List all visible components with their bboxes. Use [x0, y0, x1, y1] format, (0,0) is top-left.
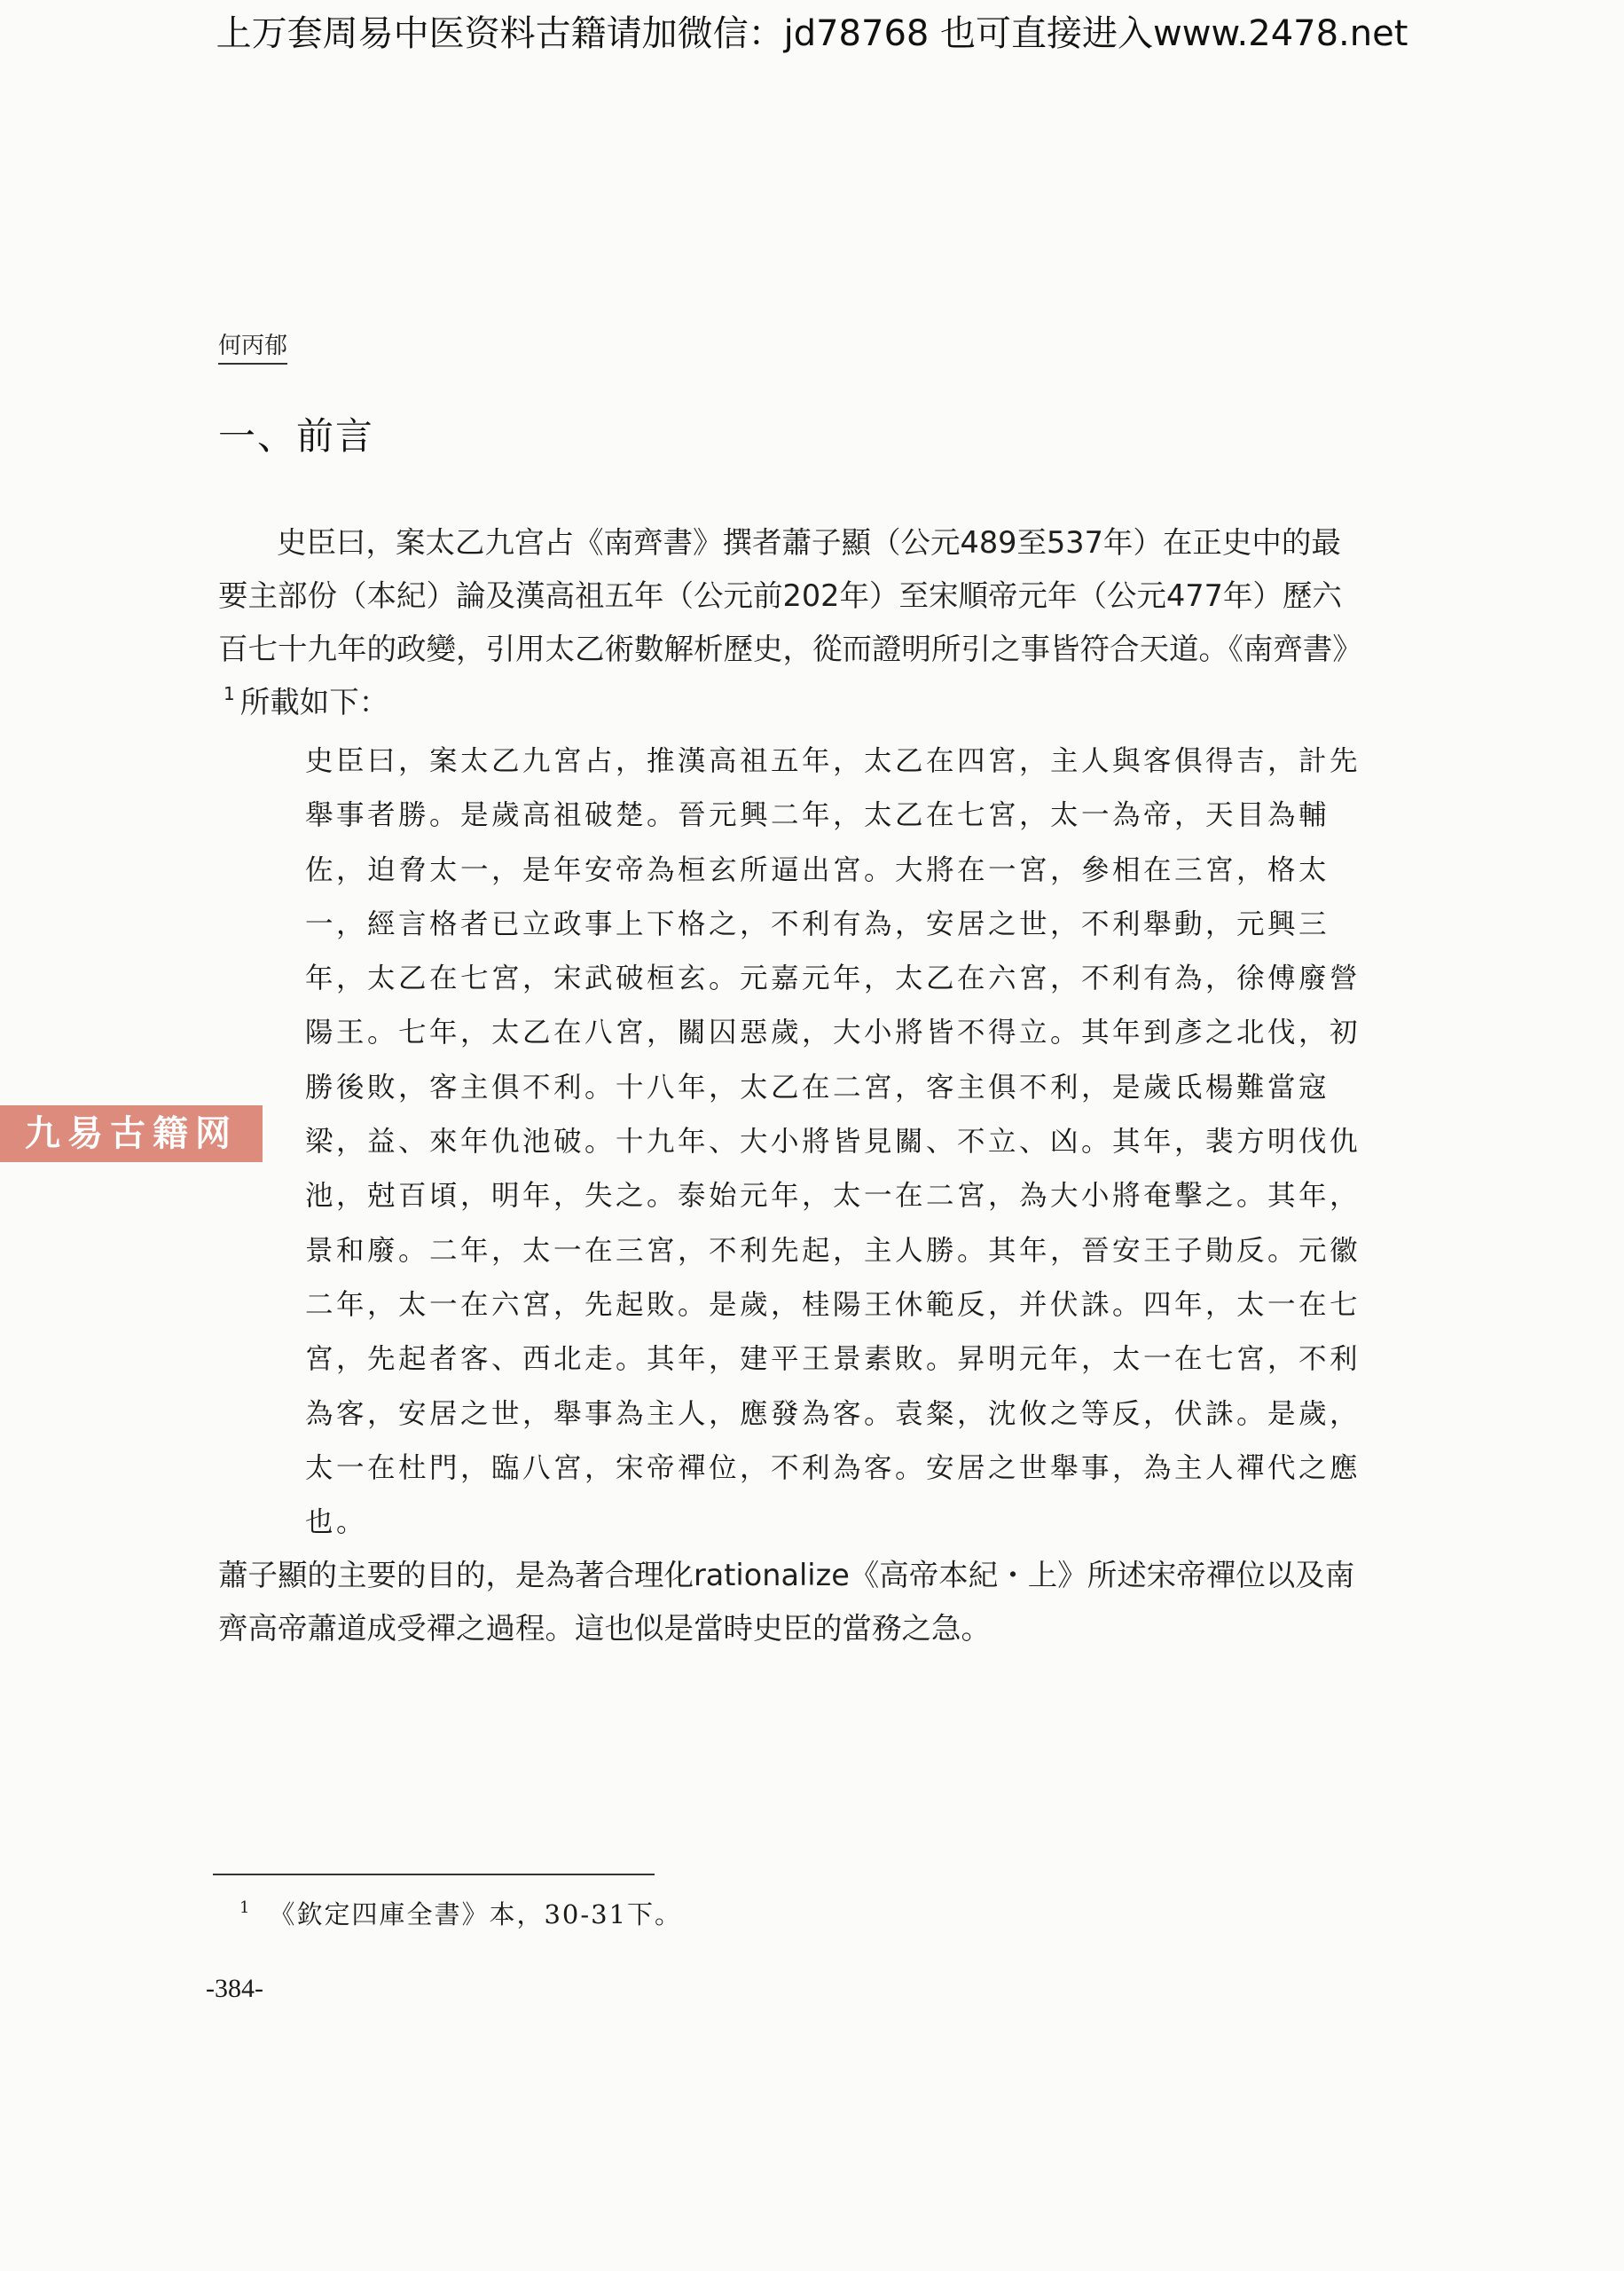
author-name: 何丙郁: [218, 330, 287, 365]
top-banner: 上万套周易中医资料古籍请加微信：jd78768 也可直接进入www.2478.net: [216, 13, 1408, 54]
footnote: [239, 1895, 682, 1934]
intro-text-end: 所載如下：: [239, 685, 389, 719]
footnote-reference: 1: [224, 683, 235, 704]
intro-text: 史臣曰，案太乙九宫占《南齊書》撰者蕭子顯（公元489至537年）在正史中的最要主部份（本紀）論及漢高祖五年（公元前202年）至宋順帝元年（公元477年）歷六百七十九年的政變，引用太乙術數解析歷史，從而證明所引之事皆符合天道。《南齊書》: [218, 525, 1362, 666]
footnote-divider: [213, 1874, 655, 1875]
watermark-label: 九易古籍网: [0, 1105, 263, 1162]
footnote-mark: 1: [239, 1898, 252, 1917]
section-heading: 一、前言: [218, 414, 375, 458]
quotation-block: 史臣曰，案太乙九宮占，推漢高祖五年，太乙在四宮，主人與客俱得吉，計先舉事者勝。是歲高祖破楚。晉元興二年，太乙在七宮，太一為帝，天目為輔佐，迫脅太一，是年安帝為桓玄所逼出宮。大將在一宮，參相在三宮，格太一，經言格者已立政事上下格之，不利有為，安居之世，不利舉動，元興三年，太乙在七宮，宋武破桓玄。元嘉元年，太乙在六宮，不利有為，徐傅廢營陽王。七年，太乙在八宮，關囚惡歲，大小將皆不得立。其年到彥之北伐，初勝後敗，客主俱不利。十八年，太乙在二宮，客主俱不利，是歲氐楊難當寇梁，益、來年仇池破。十九年、大小將皆見關、不立、凶。其年，裴方明伐仇池，尅百頃，明年，失之。泰始元年，太一在二宮，為大小將奄擊之。其年，景和廢。二年，太一在三宮，不利先起，主人勝。其年，晉安王子勛反。元徽二年，太一在六宮，先起敗。是歲，桂陽王休範反，并伏誅。四年，太一在七宮，先起者客、西北走。其年，建平王景素敗。昇明元年，太一在七宮，不利為客，安居之世，舉事為主人，應發為客。袁粲，沈攸之等反，伏誅。是歲，太一在杜門，臨八宮，宋帝禪位，不利為客。安居之世舉事，為主人禪代之應也。: [305, 745, 1361, 1539]
closing-paragraph: 蕭子顯的主要的目的，是為著合理化rationalize《高帝本紀・上》所述宋帝禪位以及南齊高帝蕭道成受禪之過程。這也似是當時史臣的當務之急。: [218, 1558, 1355, 1646]
intro-paragraph: [218, 516, 1362, 729]
footnote-text: 《欽定四庫全書》本，30-31下。: [269, 1899, 683, 1929]
page-number: -384-: [206, 1974, 263, 2003]
